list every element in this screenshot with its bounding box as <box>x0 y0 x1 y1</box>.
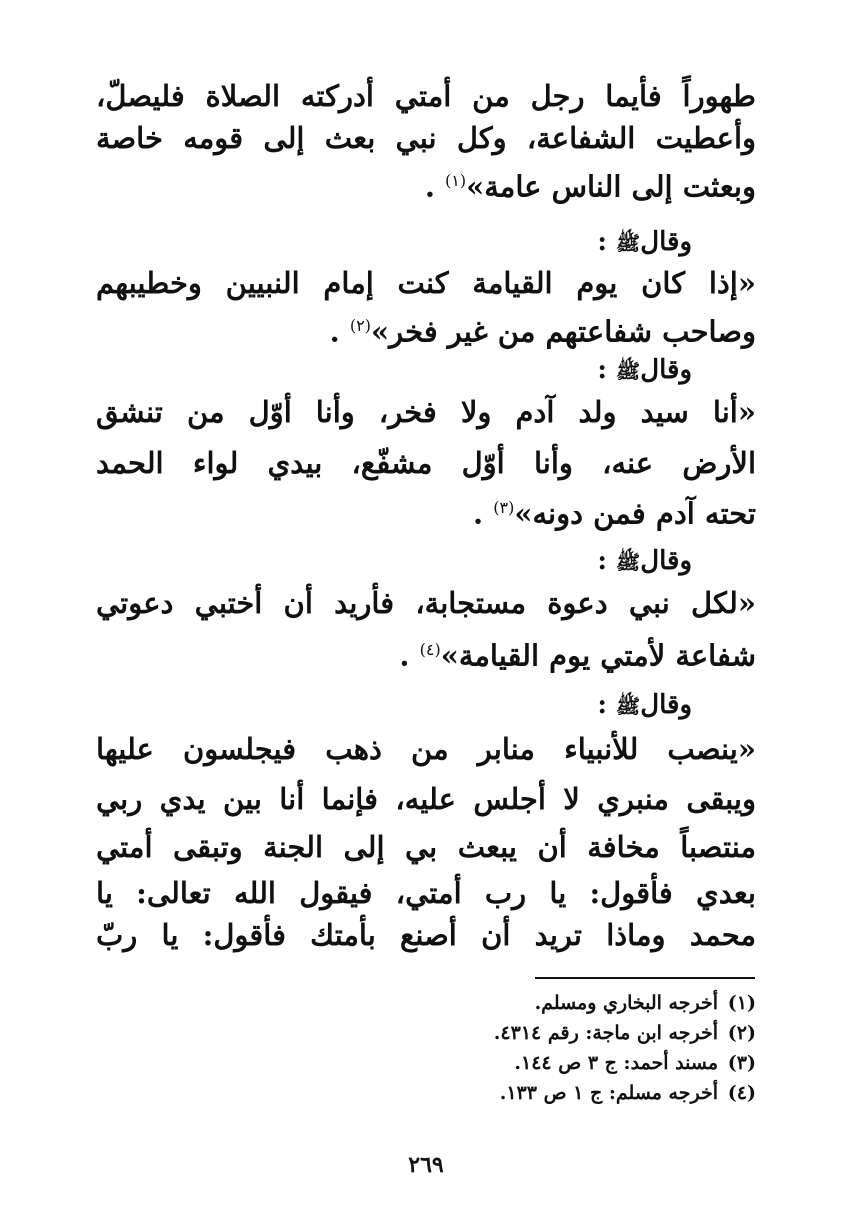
footnote-ref: (٢) <box>349 316 371 335</box>
body-line: بعدي فأقول: يا رب أمتي، فيقول الله تعالى: يا <box>96 876 756 910</box>
footnote-number: (١) <box>727 992 756 1014</box>
footnote <box>494 1020 756 1046</box>
body-line: محمد وماذا تريد أن أصنع بأمتك فأقول: يا ربّ <box>96 918 756 952</box>
body-line: «لكل نبي دعوة مستجابة، فأريد أن أختبي دعوتي <box>96 586 756 620</box>
body-line: ويبقى منبري لا أجلس عليه، فإنما أنا بين يدي ربي <box>96 782 756 816</box>
footnote-ref: (٤) <box>419 640 441 659</box>
body-line: «إذا كان يوم القيامة كنت إمام النبيين وخطيبهم <box>96 266 756 300</box>
body-line: «ينصب للأنبياء منابر من ذهب فيجلسون عليها <box>96 732 756 766</box>
pbuh-glyph: ﷺ <box>616 231 641 255</box>
body-line: شفاعة لأمتي يوم القيامة»$^{(٤)}$ . <box>399 638 756 673</box>
speaker-line: وقالﷺ : <box>597 227 692 257</box>
footnote-text: أخرجه ابن ماجة: رقم ٤٣١٤. <box>493 1022 718 1044</box>
body-line: «أنا سيد ولد آدم ولا فخر، وأنا أوّل من تنشق <box>96 395 756 429</box>
body-line: تحته آدم فمن دونه»$^{(٣)}$ . <box>473 496 756 531</box>
footnote-number: (٣) <box>727 1052 756 1074</box>
body-line: وأعطيت الشفاعة، وكل نبي بعث إلى قومه خاصة <box>96 121 756 155</box>
footnote-number: (٢) <box>727 1022 756 1044</box>
footnote <box>535 990 756 1016</box>
pbuh-glyph: ﷺ <box>616 550 641 574</box>
body-line: وبعثت إلى الناس عامة»$^{(١)}$ . <box>424 169 756 204</box>
footnote <box>500 1080 756 1106</box>
speaker-line: وقالﷺ : <box>597 546 692 576</box>
footnote-text: أخرجه مسلم: ج ١ ص ١٣٣. <box>499 1082 718 1104</box>
pbuh-glyph: ﷺ <box>616 359 641 383</box>
pbuh-glyph: ﷺ <box>616 694 641 718</box>
page-number: ٢٦٩ <box>408 1152 444 1178</box>
body-line: طهوراً فأيما رجل من أمتي أدركته الصلاة فليصلّ، <box>96 79 756 113</box>
speaker-line: وقالﷺ : <box>597 690 692 720</box>
footnote-ref: (١) <box>445 171 467 190</box>
body-line: الأرض عنه، وأنا أوّل مشفّع، بيدي لواء الحمد <box>96 446 756 480</box>
footnote-ref: (٣) <box>493 498 515 517</box>
footnote <box>514 1050 756 1076</box>
footnote-text: أخرجه البخاري ومسلم. <box>534 992 718 1014</box>
body-line: منتصباً مخافة أن يبعث بي إلى الجنة وتبقى أمتي <box>96 830 756 864</box>
footnote-text: مسند أحمد: ج ٣ ص ١٤٤. <box>514 1052 718 1074</box>
body-line: وصاحب شفاعتهم من غير فخر»$^{(٢)}$ . <box>329 314 756 349</box>
footnote-number: (٤) <box>727 1082 756 1104</box>
speaker-line: وقالﷺ : <box>597 355 692 385</box>
footnote-divider <box>535 977 755 979</box>
